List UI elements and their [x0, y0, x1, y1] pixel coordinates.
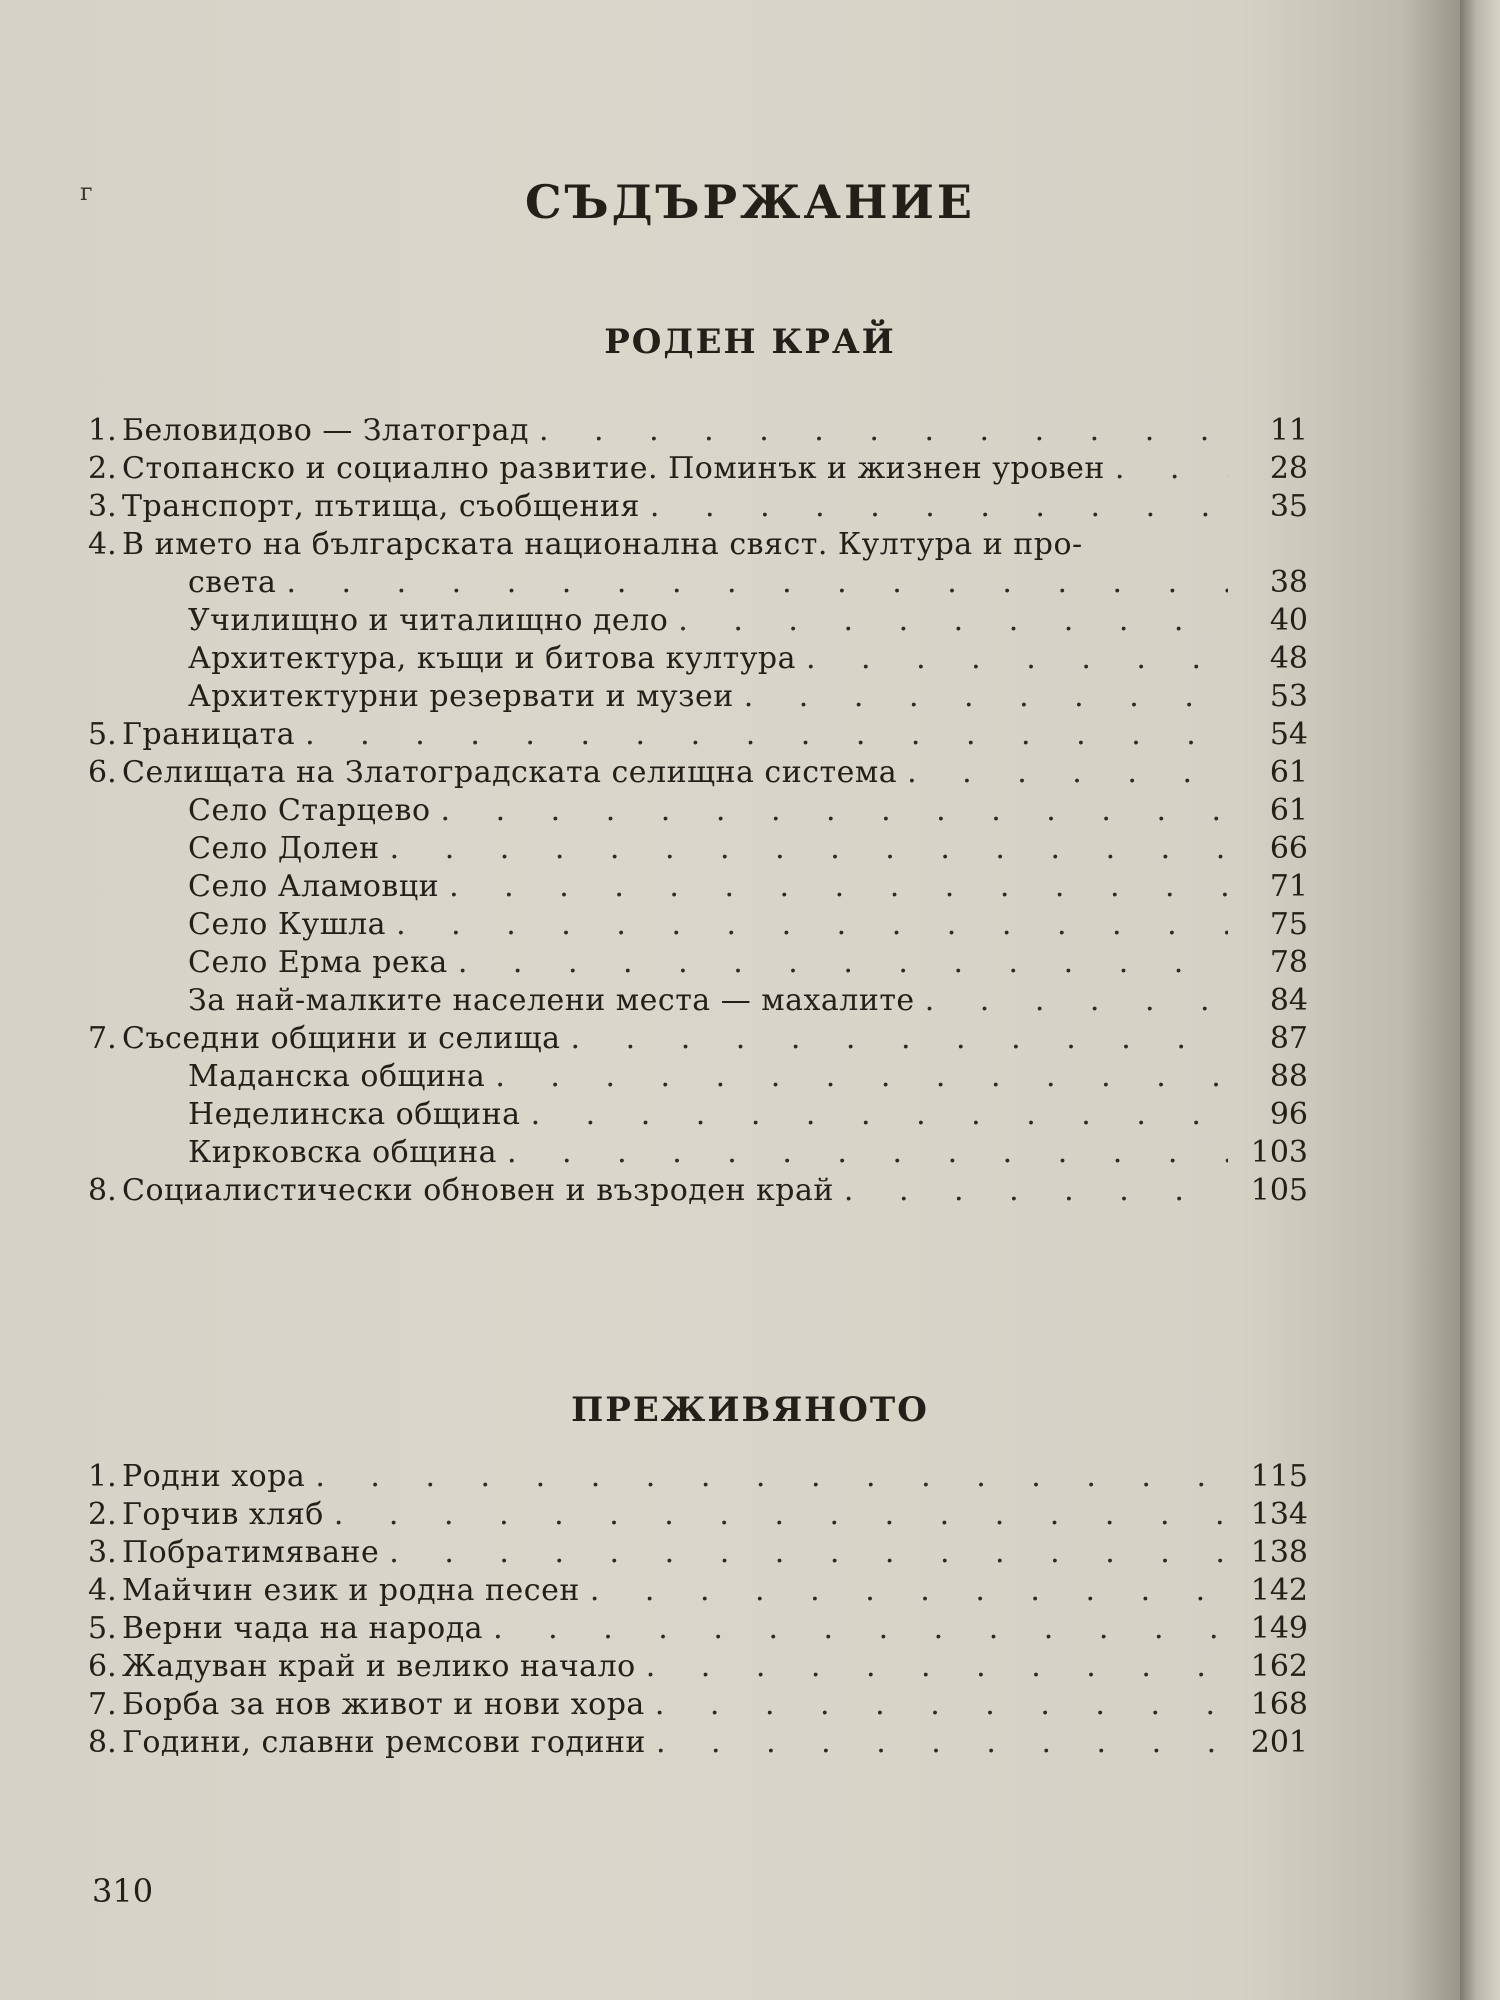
toc-entry-label: Архитектурни резервати и музеи [188, 679, 734, 714]
toc-entry-page: 115 [1250, 1459, 1308, 1494]
toc-entry-label: Години, славни ремсови години [122, 1725, 646, 1760]
toc-entry-page: 11 [1269, 413, 1308, 448]
section-title-roden-krai: РОДЕН КРАЙ [604, 322, 896, 362]
toc-entry-label: Село Аламовци [188, 869, 440, 904]
toc-entry [88, 1534, 1308, 1572]
toc-entry-label: В името на българската национална свяст. Култура и про- [122, 527, 1083, 562]
toc-entry-page: 168 [1250, 1687, 1308, 1722]
toc-entry [88, 868, 1308, 906]
toc-entry-page: 75 [1269, 907, 1308, 942]
toc-entry-number: 1. [88, 413, 117, 448]
toc-entry-label: Борба за нов живот и нови хора [122, 1687, 645, 1722]
toc-entry-label: Транспорт, пътища, съобщения [122, 489, 640, 524]
toc-entry-label: Село Кушла [188, 907, 387, 942]
toc-entry-page: 105 [1250, 1173, 1308, 1208]
toc-entry [88, 1572, 1308, 1610]
toc-leader-dots [590, 1572, 1228, 1610]
toc-entry-label: Верни чада на народа [122, 1611, 484, 1646]
toc-entry-page: 88 [1269, 1059, 1308, 1094]
toc-entry [88, 412, 1308, 450]
toc-entry [88, 1020, 1308, 1058]
toc-section-2 [88, 1458, 1308, 1762]
toc-entry [88, 1648, 1308, 1686]
toc-entry-label: Архитектура, къщи и битова култура [188, 641, 796, 676]
toc-entry-page: 87 [1269, 1021, 1308, 1056]
toc-leader-dots [1115, 450, 1228, 488]
toc-entry [88, 640, 1308, 678]
toc-leader-dots [678, 602, 1228, 640]
toc-entry-number: 8. [88, 1173, 117, 1208]
toc-leader-dots [571, 1020, 1228, 1058]
toc-entry-label: света [188, 565, 277, 600]
toc-entry [88, 1686, 1308, 1724]
toc-entry-page: 142 [1250, 1573, 1308, 1608]
toc-entry-page: 134 [1250, 1497, 1308, 1532]
toc-entry [88, 1610, 1308, 1648]
toc-entry-page: 28 [1269, 451, 1308, 486]
page-edge [1460, 0, 1500, 2000]
toc-leader-dots [531, 1096, 1228, 1134]
toc-entry-page: 78 [1269, 945, 1308, 980]
toc-entry-number: 1. [88, 1459, 117, 1494]
toc-leader-dots [390, 830, 1228, 868]
toc-entry-page: 103 [1250, 1135, 1308, 1170]
toc-entry [88, 526, 1308, 564]
toc-leader-dots [539, 412, 1228, 450]
toc-leader-dots [389, 1534, 1228, 1572]
toc-leader-dots [458, 944, 1228, 982]
toc-entry-page: 66 [1269, 831, 1308, 866]
toc-leader-dots [334, 1496, 1228, 1534]
toc-entry-number: 4. [88, 527, 117, 562]
toc-entry [88, 982, 1308, 1020]
toc-leader-dots [449, 868, 1228, 906]
toc-entry-number: 3. [88, 1535, 117, 1570]
toc-leader-dots [744, 678, 1228, 716]
toc-entry-label: Неделинска община [188, 1097, 521, 1132]
toc-entry-number: 2. [88, 1497, 117, 1532]
toc-leader-dots [907, 754, 1228, 792]
toc-entry-number: 6. [88, 755, 117, 790]
toc-entry [88, 830, 1308, 868]
toc-entry [88, 716, 1308, 754]
toc-entry [88, 1096, 1308, 1134]
toc-entry-label: Село Ерма река [188, 945, 448, 980]
toc-leader-dots [646, 1648, 1228, 1686]
toc-leader-dots [806, 640, 1228, 678]
toc-entry-label: Съседни общини и селища [122, 1021, 561, 1056]
toc-entry-page: 96 [1269, 1097, 1308, 1132]
section-title-prejivyanoto: ПРЕЖИВЯНОТО [571, 1390, 929, 1430]
page-number: 310 [92, 1872, 154, 1910]
toc-entry-page: 71 [1269, 869, 1308, 904]
toc-entry-page: 40 [1269, 603, 1308, 638]
toc-entry-number: 3. [88, 489, 117, 524]
toc-leader-dots [396, 906, 1228, 944]
toc-entry-page: 201 [1250, 1725, 1308, 1760]
toc-entry-number: 7. [88, 1687, 117, 1722]
toc-entry [88, 906, 1308, 944]
toc-entry-page: 35 [1269, 489, 1308, 524]
toc-entry-page: 138 [1250, 1535, 1308, 1570]
toc-entry-label: Беловидово — Златоград [122, 413, 529, 448]
toc-leader-dots [656, 1724, 1228, 1762]
toc-leader-dots [493, 1610, 1228, 1648]
page-title: СЪДЪРЖАНИЕ [525, 175, 975, 229]
toc-entry-number: 4. [88, 1573, 117, 1608]
toc-entry-number: 5. [88, 717, 117, 752]
toc-entry-page: 38 [1269, 565, 1308, 600]
toc-leader-dots [844, 1172, 1228, 1210]
toc-entry-label: Стопанско и социално развитие. Поминък и жизнен уровен [122, 451, 1105, 486]
toc-entry-page: 53 [1269, 679, 1308, 714]
toc-entry-page: 162 [1250, 1649, 1308, 1684]
toc-entry [88, 602, 1308, 640]
toc-entry [88, 944, 1308, 982]
toc-entry-label: Селищата на Златоградската селищна система [122, 755, 898, 790]
toc-entry-label: Село Долен [188, 831, 380, 866]
toc-entry [88, 1496, 1308, 1534]
toc-leader-dots [286, 564, 1228, 602]
toc-entry [88, 1458, 1308, 1496]
toc-entry-label: Горчив хляб [122, 1497, 324, 1532]
toc-entry-number: 6. [88, 1649, 117, 1684]
toc-leader-dots [650, 488, 1228, 526]
toc-entry [88, 754, 1308, 792]
toc-leader-dots [441, 792, 1228, 830]
toc-entry-label: Кирковска община [188, 1135, 497, 1170]
toc-leader-dots [655, 1686, 1228, 1724]
toc-entry-number: 2. [88, 451, 117, 486]
toc-entry [88, 1058, 1308, 1096]
toc-entry [88, 1172, 1308, 1210]
toc-entry-label: Побратимяване [122, 1535, 380, 1570]
toc-entry-label: Училищно и читалищно дело [188, 603, 669, 638]
toc-entry-label: Село Старцево [188, 793, 431, 828]
toc-entry [88, 1724, 1308, 1762]
toc-entry [88, 1134, 1308, 1172]
toc-leader-dots [925, 982, 1228, 1020]
toc-entry-label: Родни хора [122, 1459, 306, 1494]
toc-entry [88, 792, 1308, 830]
toc-entry-page: 61 [1269, 755, 1308, 790]
toc-entry-label: Границата [122, 717, 296, 752]
toc-entry-page: 48 [1269, 641, 1308, 676]
toc-entry-number: 5. [88, 1611, 117, 1646]
toc-leader-dots [315, 1458, 1228, 1496]
toc-entry [88, 678, 1308, 716]
toc-entry-label: За най-малките населени места — махалите [188, 983, 915, 1018]
toc-entry-page: 54 [1269, 717, 1308, 752]
toc-entry-label: Майчин език и родна песен [122, 1573, 580, 1608]
toc-section-1 [88, 412, 1308, 1210]
toc-entry [88, 564, 1308, 602]
toc-entry-number: 7. [88, 1021, 117, 1056]
toc-entry-number: 8. [88, 1725, 117, 1760]
toc-entry-label: Социалистически обновен и възроден край [122, 1173, 834, 1208]
toc-entry-page: 61 [1269, 793, 1308, 828]
print-mark: г [80, 178, 93, 206]
toc-entry [88, 488, 1308, 526]
toc-entry-label: Жадуван край и велико начало [122, 1649, 636, 1684]
toc-entry-page: 149 [1250, 1611, 1308, 1646]
toc-leader-dots [507, 1134, 1228, 1172]
toc-entry [88, 450, 1308, 488]
toc-leader-dots [495, 1058, 1228, 1096]
toc-entry-label: Маданска община [188, 1059, 486, 1094]
toc-leader-dots [305, 716, 1228, 754]
toc-entry-page: 84 [1269, 983, 1308, 1018]
